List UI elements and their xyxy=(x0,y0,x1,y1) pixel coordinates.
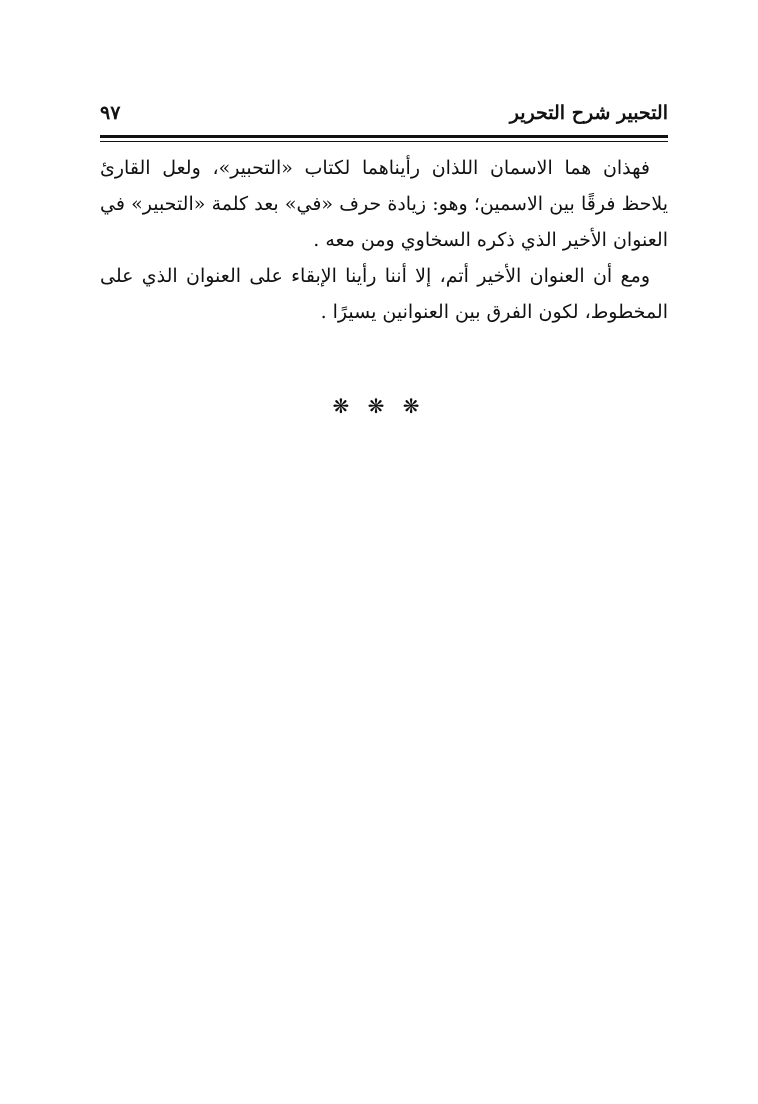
page-number: ٩٧ xyxy=(100,102,121,124)
paragraph-1: فهذان هما الاسمان اللذان رأيناهما لكتاب «التحبير»، ولعل القارئ يلاحظ فرقًا بين الاسمين؛ وهو: زيادة حرف «في» بعد كلمة «التحبير» في العنوان الأخير الذي ذكره السخاوي ومن معه . xyxy=(100,157,668,251)
page-header xyxy=(100,100,668,128)
section-separator: ❋ ❋ ❋ xyxy=(332,394,426,418)
body-text xyxy=(100,150,668,330)
header-rule-thin xyxy=(100,141,668,142)
paragraph-2: ومع أن العنوان الأخير أتم، إلا أننا رأينا الإبقاء على العنوان الذي على المخطوط، لكون الفرق بين العنوانين يسيرًا . xyxy=(100,265,668,323)
running-title: التحبير شرح التحرير xyxy=(509,102,668,124)
header-rule-thick xyxy=(100,135,668,138)
